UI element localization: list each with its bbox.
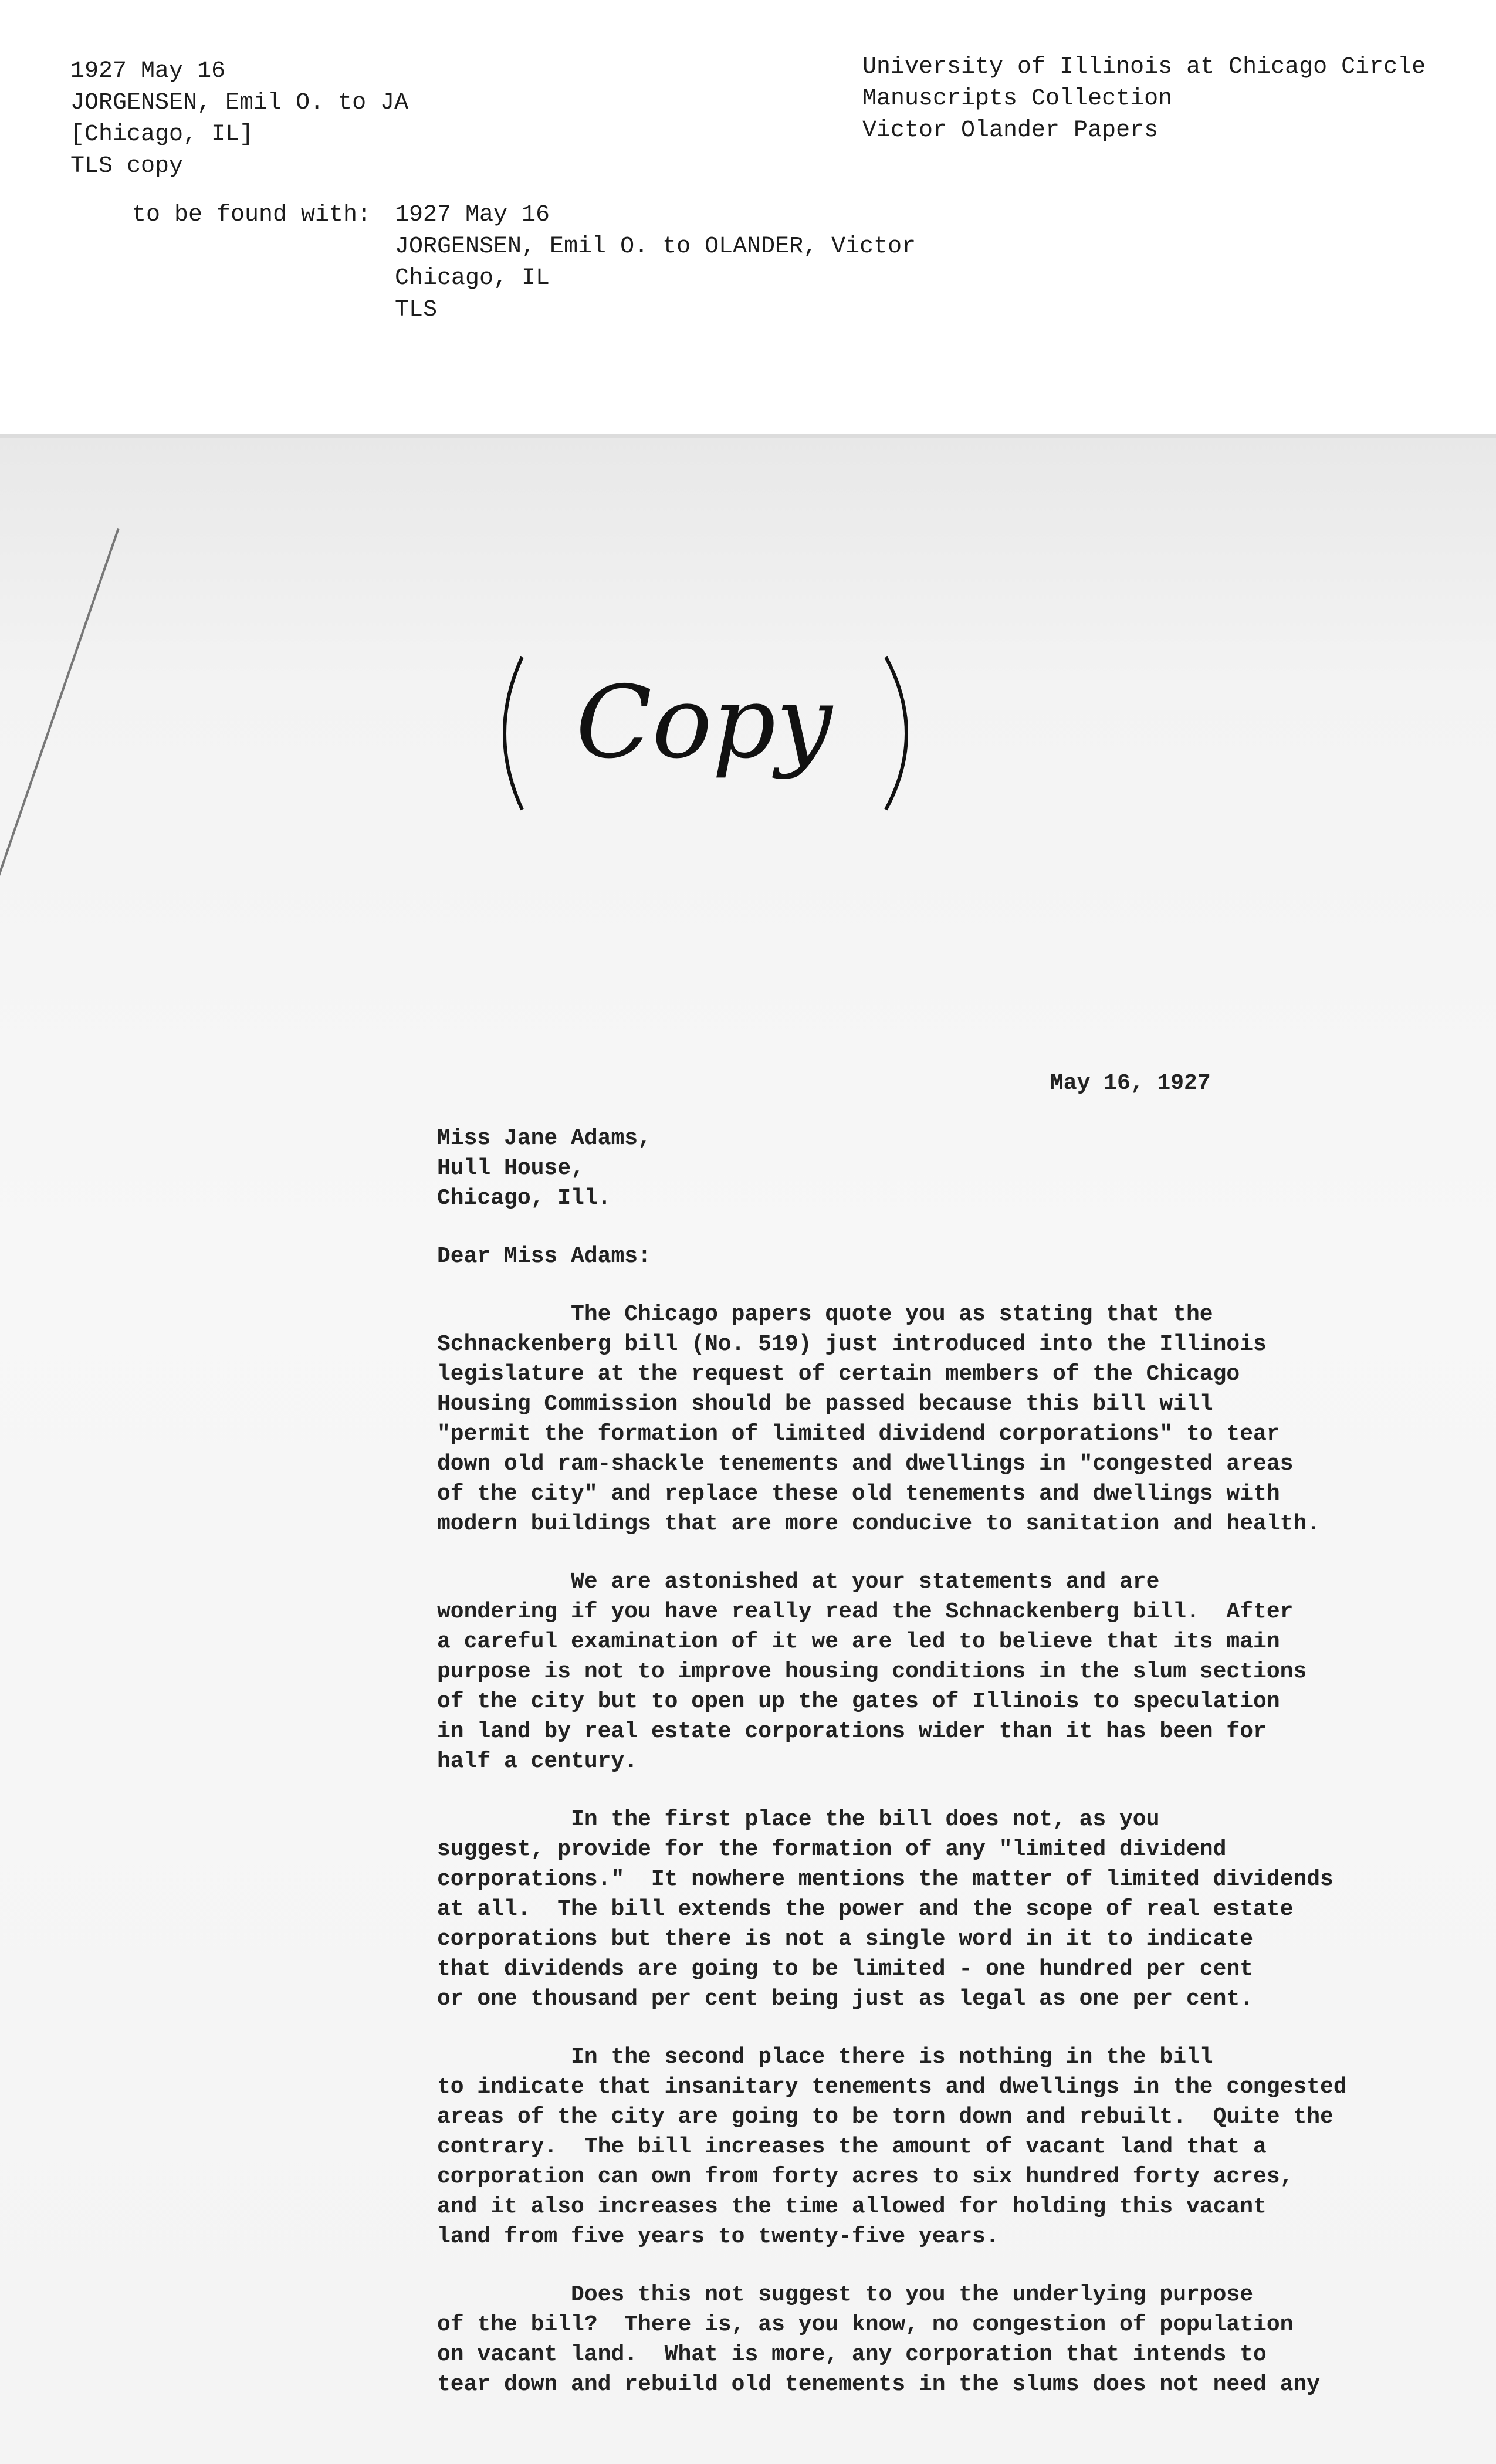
paragraph-line: We are astonished at your statements and are [437, 1569, 1160, 1595]
copy-stamp-text: Copy [576, 665, 832, 781]
address-line: Chicago, Ill. [437, 1186, 611, 1211]
inside-address [437, 1123, 1452, 1213]
paragraph-line: corporation can own from forty acres to six hundred forty acres, [437, 2164, 1294, 2189]
paragraph-line: at all. The bill extends the power and the scope of real estate [437, 1897, 1294, 1922]
found-with-correspondents: JORGENSEN, Emil O. to OLANDER, Victor [395, 233, 916, 260]
catalog-header-right [862, 52, 1426, 147]
paragraph-2 [437, 1567, 1452, 1776]
paragraph-line: half a century. [437, 1749, 638, 1774]
paragraph-line: a careful examination of it we are led to believe that its main [437, 1629, 1280, 1654]
catalog-header-left [70, 56, 408, 182]
found-with-place: Chicago, IL [395, 265, 550, 292]
paragraph-line: of the city" and replace these old tenements and dwellings with [437, 1481, 1280, 1507]
collection-name: Manuscripts Collection [862, 86, 1173, 112]
paragraph-line: corporations but there is not a single word in it to indicate [437, 1927, 1254, 1952]
paragraph-line: Housing Commission should be passed because this bill will [437, 1392, 1213, 1417]
paragraph-line: down old ram-shackle tenements and dwellings in "congested areas [437, 1451, 1294, 1477]
paragraph-line: purpose is not to improve housing conditions in the slum sections [437, 1659, 1307, 1684]
paragraph-line: legislature at the request of certain members of the Chicago [437, 1362, 1240, 1387]
paragraph-line: or one thousand per cent being just as legal as one per cent. [437, 1986, 1254, 2012]
catalog-correspondents: JORGENSEN, Emil O. to JA [70, 90, 409, 116]
found-with-date: 1927 May 16 [395, 202, 550, 228]
paragraph-1 [437, 1299, 1452, 1539]
paragraph-line: corporations." It nowhere mentions the matter of limited dividends [437, 1867, 1333, 1892]
paragraph-line: that dividends are going to be limited - one hundred per cent [437, 1957, 1254, 1982]
paragraph-line: "permit the formation of limited dividend corporations" to tear [437, 1421, 1280, 1447]
paragraph-line: land from five years to twenty-five years. [437, 2224, 999, 2249]
paragraph-line: modern buildings that are more conducive to sanitation and health. [437, 1511, 1321, 1536]
page-fold-edge [0, 434, 1496, 438]
catalog-date: 1927 May 16 [70, 58, 226, 84]
paragraph-4 [437, 2042, 1452, 2252]
paragraph-line: on vacant land. What is more, any corporation that intends to [437, 2342, 1267, 2367]
paragraph-line: suggest, provide for the formation of any "limited dividend [437, 1837, 1227, 1862]
paragraph-line: Does this not suggest to you the underlying purpose [437, 2282, 1254, 2307]
letter-date: May 16, 1927 [1050, 1071, 1211, 1096]
paragraph-line: wondering if you have really read the Schnackenberg bill. After [437, 1599, 1294, 1624]
paragraph-line: in land by real estate corporations wider than it has been for [437, 1719, 1267, 1744]
address-line: Hull House, [437, 1156, 584, 1181]
catalog-doc-type: TLS copy [70, 153, 184, 180]
salutation: Dear Miss Adams: [437, 1244, 651, 1269]
papers-name: Victor Olander Papers [862, 117, 1159, 144]
paragraph-line: tear down and rebuild old tenements in the slums does not need any [437, 2372, 1321, 2397]
found-with-label: to be found with: [132, 202, 372, 228]
paragraph-line: areas of the city are going to be torn down and rebuilt. Quite the [437, 2104, 1333, 2130]
paragraph-line: In the first place the bill does not, as you [437, 1807, 1160, 1832]
catalog-place: [Chicago, IL] [70, 121, 254, 148]
paragraph-line: of the city but to open up the gates of Illinois to speculation [437, 1689, 1280, 1714]
copy-stamp-right-paren [886, 657, 906, 810]
copy-stamp-left-paren [505, 657, 522, 810]
repository-name: University of Illinois at Chicago Circle [862, 54, 1426, 80]
paragraph-line: Schnackenberg bill (No. 519) just introduced into the Illinois [437, 1332, 1267, 1357]
found-with-block [132, 199, 916, 326]
letter-body [437, 1068, 1452, 2399]
copy-handwritten-stamp [481, 645, 927, 821]
paragraph-line: contrary. The bill increases the amount of vacant land that a [437, 2134, 1267, 2160]
paragraph-line: The Chicago papers quote you as stating that the [437, 1302, 1213, 1327]
paragraph-line: In the second place there is nothing in the bill [437, 2045, 1213, 2070]
found-with-type: TLS [395, 297, 438, 323]
paragraph-3 [437, 1805, 1452, 2014]
paragraph-line: to indicate that insanitary tenements and dwellings in the congested [437, 2074, 1347, 2100]
paragraph-line: of the bill? There is, as you know, no congestion of population [437, 2312, 1294, 2337]
address-line: Miss Jane Adams, [437, 1126, 651, 1151]
paragraph-5 [437, 2280, 1452, 2399]
paragraph-line: and it also increases the time allowed for holding this vacant [437, 2194, 1267, 2219]
